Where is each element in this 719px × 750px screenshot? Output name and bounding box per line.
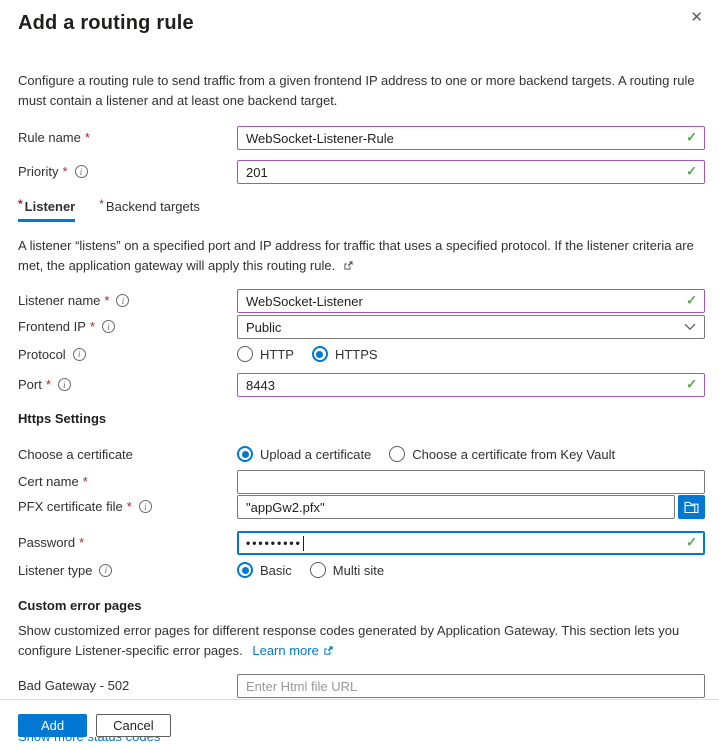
keyvault-certificate-radio[interactable]: Choose a certificate from Key Vault <box>389 446 615 462</box>
tab-bar <box>18 199 705 222</box>
radio-selected-icon <box>237 562 253 578</box>
protocol-https-radio[interactable]: HTTPS <box>312 346 378 362</box>
text-caret <box>303 536 304 551</box>
rule-name-row <box>18 126 705 150</box>
info-icon[interactable]: i <box>116 294 129 307</box>
radio-selected-icon <box>237 446 253 462</box>
pfx-file-label: PFX certificate file * i <box>18 499 237 519</box>
port-label: Port * i <box>18 377 237 397</box>
port-row <box>18 373 705 397</box>
close-icon[interactable]: ✕ <box>690 9 703 26</box>
custom-error-intro-text: Show customized error pages for different response codes generated by Application Gateway. This section lets you configure Listener-specific error pages. Learn more <box>18 623 680 658</box>
protocol-row <box>18 342 705 366</box>
external-link-icon <box>343 260 354 271</box>
page-title: Add a routing rule <box>18 12 194 34</box>
upload-certificate-radio[interactable]: Upload a certificate <box>237 446 371 462</box>
listener-type-row <box>18 558 705 582</box>
password-label: Password * <box>18 535 85 550</box>
radio-unselected-icon <box>237 346 253 362</box>
choose-certificate-label: Choose a certificate <box>18 446 133 462</box>
required-marker: * <box>79 535 85 550</box>
certificate-radio-group <box>237 442 705 466</box>
password-row <box>18 531 705 555</box>
info-icon[interactable]: i <box>102 320 115 333</box>
cert-name-row <box>18 470 705 494</box>
info-icon[interactable]: i <box>139 500 152 513</box>
cert-name-input[interactable] <box>237 470 705 494</box>
listener-type-radio-group <box>237 558 705 582</box>
pfx-file-input[interactable] <box>237 495 675 519</box>
required-marker: * <box>62 164 68 179</box>
https-settings-heading: Https Settings <box>18 411 107 426</box>
required-marker: * <box>82 474 88 489</box>
pfx-file-row <box>18 495 705 519</box>
valid-check-icon: ✓ <box>686 376 697 392</box>
listener-intro-text: A listener “listens” on a specified port and IP address for traffic that uses a specified protocol. If the listener criteria are met, the application gateway will apply this routing rule. <box>18 238 694 273</box>
choose-certificate-row <box>18 442 705 466</box>
browse-file-button[interactable] <box>678 495 705 519</box>
bad-gateway-label: Bad Gateway - 502 <box>18 678 130 693</box>
required-marker: * <box>18 197 23 211</box>
radio-unselected-icon <box>310 562 326 578</box>
folder-icon <box>684 501 699 513</box>
cert-name-label: Cert name * <box>18 474 88 489</box>
info-icon[interactable]: i <box>58 378 71 391</box>
cancel-button[interactable]: Cancel <box>96 714 170 737</box>
required-marker: * <box>84 130 90 145</box>
frontend-ip-label: Frontend IP * i <box>18 319 237 339</box>
valid-check-icon: ✓ <box>686 129 697 145</box>
listener-type-label: Listener type i <box>18 563 237 578</box>
port-input[interactable] <box>237 373 705 397</box>
dialog-footer <box>0 699 719 737</box>
required-marker: * <box>104 293 110 308</box>
listener-type-multisite-radio[interactable]: Multi site <box>310 562 384 578</box>
add-button[interactable]: Add <box>18 714 87 737</box>
learn-more-link[interactable]: Learn more <box>252 643 333 658</box>
valid-check-icon: ✓ <box>686 534 697 550</box>
radio-unselected-icon <box>389 446 405 462</box>
info-icon[interactable]: i <box>75 165 88 178</box>
required-marker: * <box>45 377 51 392</box>
listener-name-label: Listener name * i <box>18 293 237 313</box>
priority-row <box>18 160 705 184</box>
bad-gateway-url-input[interactable] <box>237 674 705 698</box>
required-marker: * <box>99 197 104 211</box>
tab-backend-targets[interactable]: * Backend targets <box>99 197 200 214</box>
bad-gateway-row <box>18 674 705 698</box>
password-input[interactable] <box>237 531 705 555</box>
radio-selected-icon <box>312 346 328 362</box>
protocol-http-radio[interactable]: HTTP <box>237 346 294 362</box>
listener-name-row <box>18 289 705 313</box>
protocol-label: Protocol i <box>18 347 237 362</box>
valid-check-icon: ✓ <box>686 292 697 308</box>
chevron-down-icon <box>684 323 696 331</box>
required-marker: * <box>126 499 132 514</box>
tab-listener[interactable]: * Listener <box>18 199 75 222</box>
info-icon[interactable]: i <box>73 348 86 361</box>
info-icon[interactable]: i <box>99 564 112 577</box>
required-marker: * <box>89 319 95 334</box>
valid-check-icon: ✓ <box>686 163 697 179</box>
priority-input[interactable] <box>237 160 705 184</box>
frontend-ip-row <box>18 315 705 339</box>
frontend-ip-select[interactable]: Public <box>237 315 705 339</box>
protocol-radio-group <box>237 342 705 366</box>
dialog-intro-text: Configure a routing rule to send traffic from a given frontend IP address to one or more backend targets. A routing rule must contain a listener and at least one backend target. <box>18 73 695 108</box>
password-masked-value: ••••••••• <box>246 536 302 550</box>
external-link-icon <box>323 645 334 656</box>
rule-name-input[interactable] <box>237 126 705 150</box>
custom-error-pages-heading: Custom error pages <box>18 598 142 613</box>
rule-name-label: Rule name * <box>18 130 90 145</box>
listener-type-basic-radio[interactable]: Basic <box>237 562 292 578</box>
listener-name-input[interactable] <box>237 289 705 313</box>
priority-label: Priority * i <box>18 164 237 184</box>
